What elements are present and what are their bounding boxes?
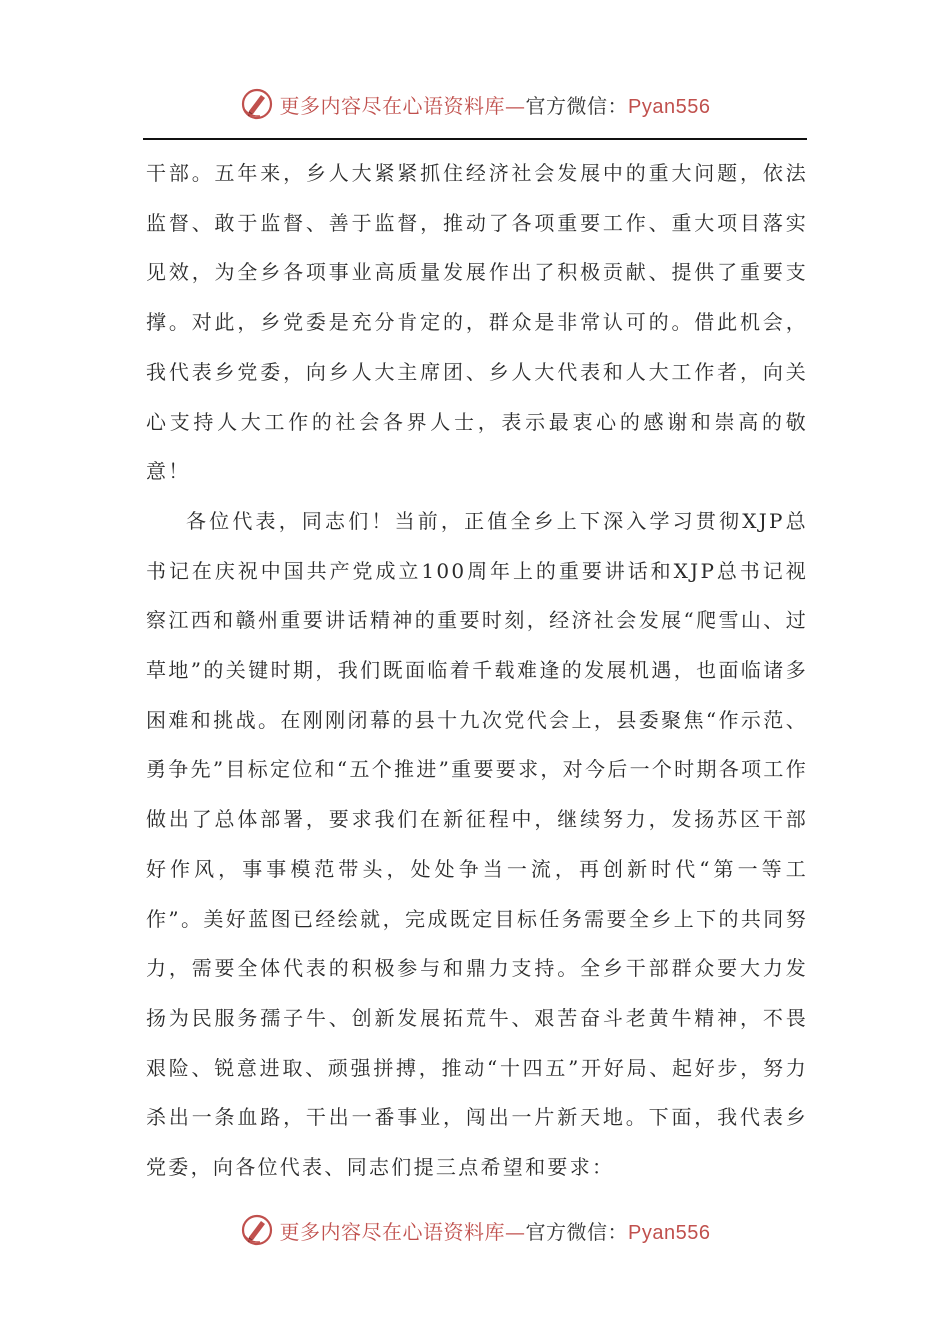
header-banner [0,82,950,126]
header-divider [143,138,807,140]
footer-separator: — [505,1219,526,1244]
pen-logo-icon [240,87,274,121]
paragraph-1: 干部。五年来，乡人大紧紧抓住经济社会发展中的重大问题，依法监督、敢于监督、善于监督，推动了各项重要工作、重大项目落实见效，为全乡各项事业高质量发展作出了积极贡献、提供了重要支撑。对此，乡党委是充分肯定的，群众是非常认可的。借此机会，我代表乡党委，向乡人大主席团、乡人大代表和人大工作者，向关心支持人大工作的社会各界人士，表示最衷心的感谢和崇高的敬意！ [146,161,808,484]
header-separator: — [505,93,526,118]
footer-wechat-id: Pyan556 [628,1221,711,1244]
footer-wechat-label: 官方微信： [525,1219,629,1244]
header-wechat-id: Pyan556 [628,95,711,118]
document-body [146,149,808,1193]
footer-site-name: 更多内容尽在心语资料库 [279,1219,506,1244]
footer-banner-text [280,1216,711,1245]
footer-banner [0,1208,950,1252]
header-wechat-label: 官方微信： [525,93,629,118]
header-site-name: 更多内容尽在心语资料库 [279,93,506,118]
pen-logo-icon [240,1213,274,1247]
paragraph-2: 各位代表，同志们！当前，正值全乡上下深入学习贯彻XJP总书记在庆祝中国共产党成立100周年上的重要讲话和XJP总书记视察江西和赣州重要讲话精神的重要时刻，经济社会发展“爬雪山、过草地”的关键时期，我们既面临着千载难逢的发展机遇，也面临诸多困难和挑战。在刚刚闭幕的县十九次党代会上，县委聚焦“作示范、勇争先”目标定位和“五个推进”重要要求，对今后一个时期各项工作做出了总体部署，要求我们在新征程中，继续努力，发扬苏区干部好作风，事事模范带头，处处争当一流，再创新时代“第一等工作”。美好蓝图已经绘就，完成既定目标任务需要全乡上下的共同努力，需要全体代表的积极参与和鼎力支持。全乡干部群众要大力发扬为民服务孺子牛、创新发展拓荒牛、艰苦奋斗老黄牛精神，不畏艰险、锐意进取、顽强拼搏，推动“十四五”开好局、起好步，努力杀出一条血路，干出一番事业，闯出一片新天地。下面，我代表乡党委，向各位代表、同志们提三点希望和要求： [146,508,808,1180]
header-banner-text [280,90,711,119]
